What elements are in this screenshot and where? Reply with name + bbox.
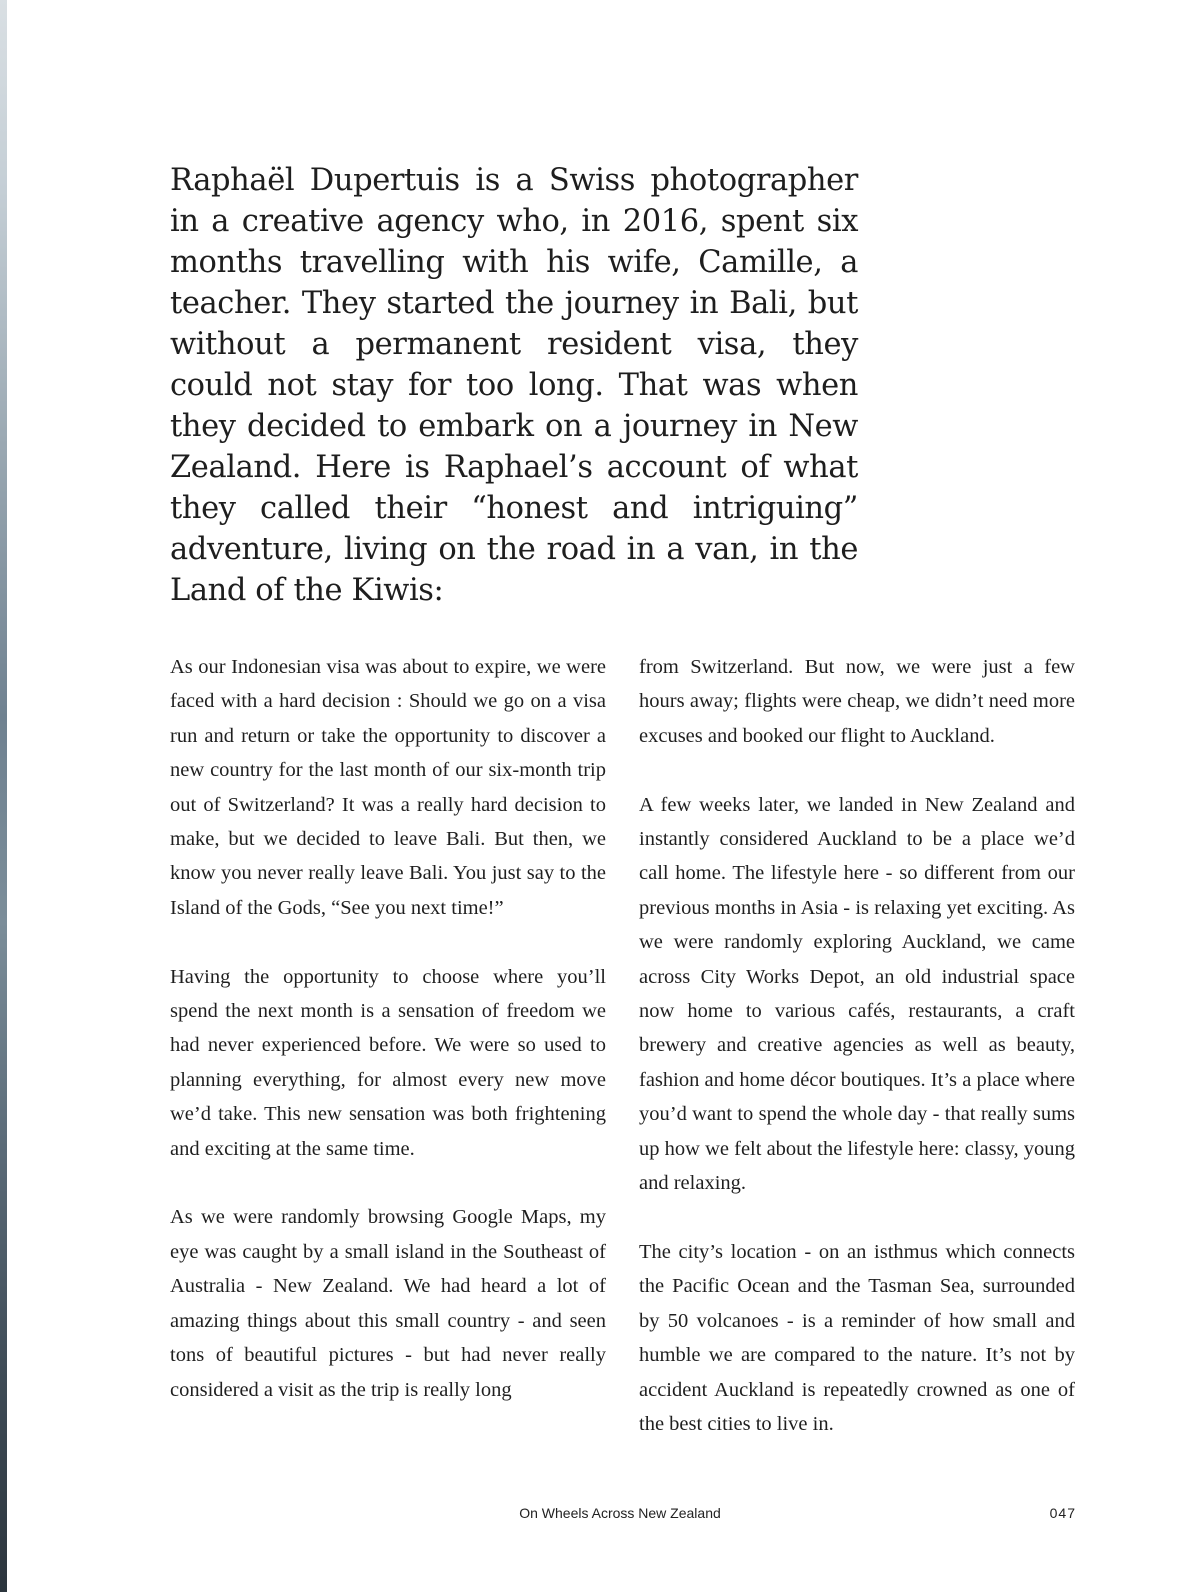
body-paragraph: As we were randomly browsing Google Maps, my eye was caught by a small island in the Southeast of Australia - New Zealand. We had heard a lot of amazing things about this small country - and seen tons of beautiful pictures - but had never really considered a visit as the trip is really long bbox=[170, 1206, 606, 1401]
body-paragraph: The city’s location - on an isthmus which connects the Pacific Ocean and the Tasman Sea, surrounded by 50 volcanoes - is a reminder of how small and humble we are compared to the nature. It’s not by accident Auckland is repeatedly crowned as one of the best cities to live in. bbox=[639, 1240, 1075, 1435]
body-paragraph: Having the opportunity to choose where you’ll spend the next month is a sensation of freedom we had never experienced before. We were so used to planning everything, for almost every new move we’d take. This new sensation was both frightening and exciting at the same time. bbox=[170, 965, 606, 1160]
body-column-right bbox=[639, 650, 1075, 1476]
body-paragraph: A few weeks later, we landed in New Zealand and instantly considered Auckland to be a place we’d call home. The lifestyle here - so different from our previous months in Asia - is relaxing yet exciting. As we were randomly exploring Auckland, we came across City Works Depot, an old industrial space now home to various cafés, restaurants, a craft brewery and creative agencies as well as beauty, fashion and home décor boutiques. It’s a place where you’d want to spend the whole day - that really sums up how we felt about the lifestyle here: classy, young and relaxing. bbox=[639, 793, 1075, 1195]
facing-page-photo-edge bbox=[0, 0, 7, 1592]
body-paragraph: As our Indonesian visa was about to expire, we were faced with a hard decision : Should we go on a visa run and return or take the opportunity to discover a new country for the last month of our six-month trip out of Switzerland? It was a really hard decision to make, but we decided to leave Bali. But then, we know you never really leave Bali. You just say to the Island of the Gods, “See you next time!” bbox=[170, 656, 606, 919]
page-number: 047 bbox=[1049, 1505, 1076, 1521]
running-footer-title: On Wheels Across New Zealand bbox=[519, 1505, 721, 1521]
body-column-left bbox=[170, 650, 606, 1441]
body-paragraph: from Switzerland. But now, we were just a few hours away; flights were cheap, we didn’t need more excuses and booked our flight to Auckland. bbox=[639, 656, 1075, 747]
intro-paragraph: Raphaël Dupertuis is a Swiss photographer in a creative agency who, in 2016, spent six months travelling with his wife, Camille, a teacher. They started the journey in Bali, but without a permanent resident visa, they could not stay for too long. That was when they decided to embark on a journey in New Zealand. Here is Raphael’s account of what they called their “honest and intriguing” adventure, living on the road in a van, in the Land of the Kiwis: bbox=[170, 163, 858, 608]
